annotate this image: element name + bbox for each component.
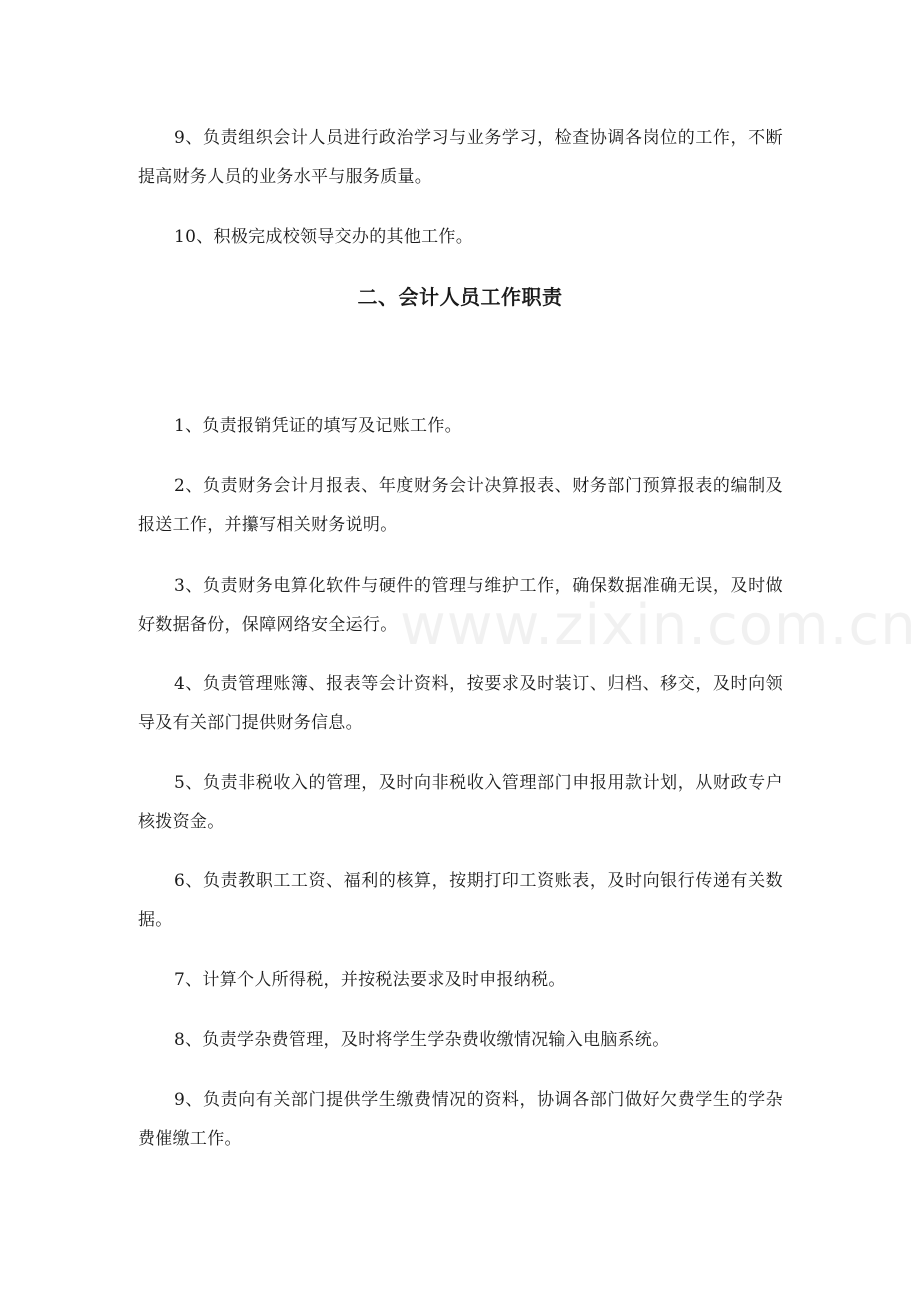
paragraph-item-7: 7、计算个人所得税，并按税法要求及时申报纳税。 <box>174 970 566 990</box>
paragraph-item-8: 8、负责学杂费管理，及时将学生学杂费收缴情况输入电脑系统。 <box>174 1030 670 1050</box>
paragraph-item-2: 2、负责财务会计月报表、年度财务会计决算报表、财务部门预算报表的编制及报送工作，并攥写相关财务说明。 <box>138 476 783 535</box>
paragraph-item-5: 5、负责非税收入的管理，及时向非税收入管理部门申报用款计划，从财政专户核拨资金。 <box>138 773 783 832</box>
paragraph-item-9: 9、负责向有关部门提供学生缴费情况的资料，协调各部门做好欠费学生的学杂费催缴工作。 <box>138 1090 783 1149</box>
paragraph-item-4: 4、负责管理账簿、报表等会计资料，按要求及时装订、归档、移交，及时向领导及有关部门提供财务信息。 <box>138 674 783 733</box>
watermark: www.zixin.com.cn <box>400 593 917 658</box>
paragraph-item-1: 1、负责报销凭证的填写及记账工作。 <box>174 416 462 436</box>
paragraph-item-10: 10、积极完成校领导交办的其他工作。 <box>174 227 474 247</box>
paragraph-item-3: 3、负责财务电算化软件与硬件的管理与维护工作，确保数据准确无误，及时做好数据备份，保障网络安全运行。 <box>138 576 783 635</box>
section-heading: 二、会计人员工作职责 <box>357 285 563 309</box>
paragraph-item-9-prev: 9、负责组织会计人员进行政治学习与业务学习，检查协调各岗位的工作，不断提高财务人员的业务水平与服务质量。 <box>138 128 783 187</box>
paragraph-item-6: 6、负责教职工工资、福利的核算，按期打印工资账表，及时向银行传递有关数据。 <box>138 871 783 930</box>
